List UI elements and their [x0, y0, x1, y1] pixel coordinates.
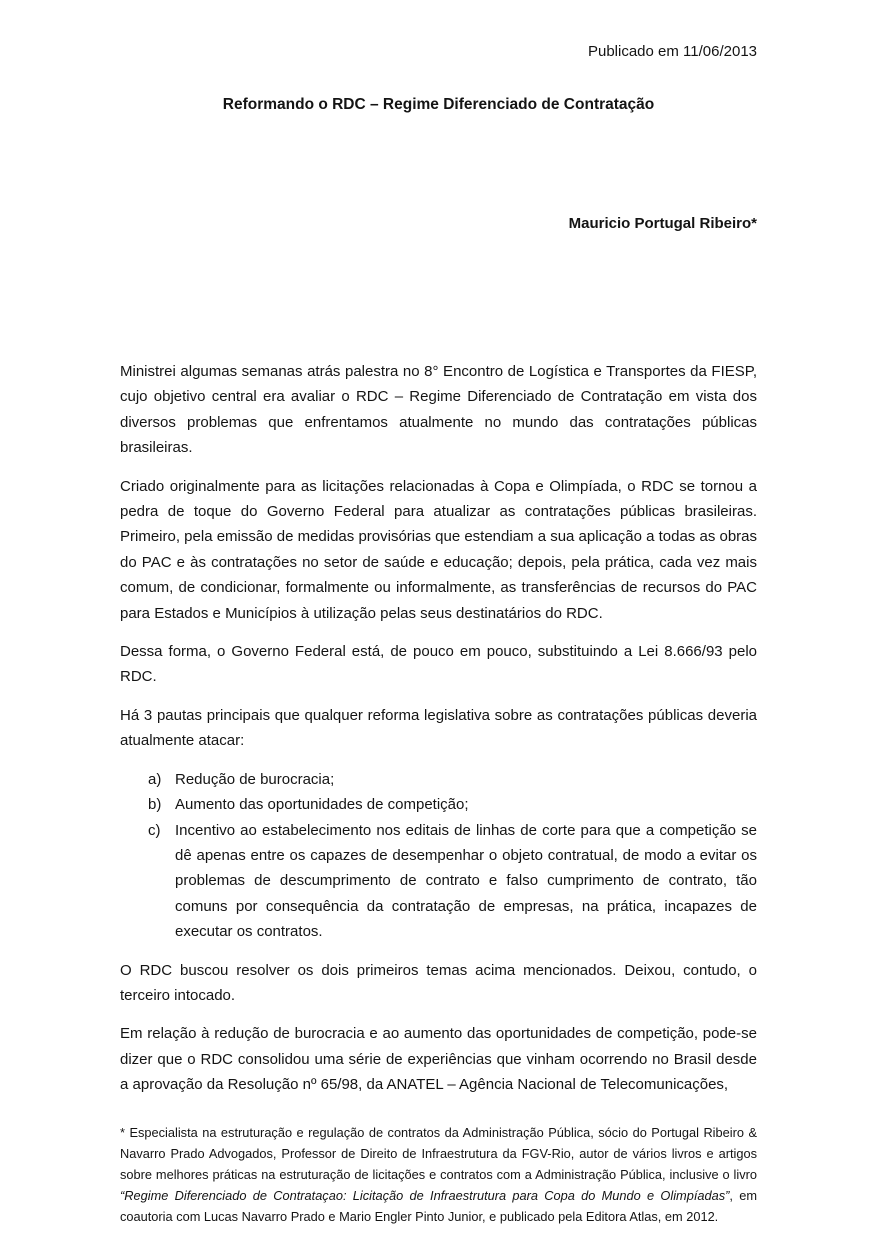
- list-marker: c): [148, 821, 161, 839]
- list-item-text: Incentivo ao estabelecimento nos editais de linhas de corte para que a competição se dê apenas entre os capazes de desempenhar o objeto contratual, de modo a evitar os problemas de descumprimento de contrato e falso cumprimento de contrato, tão comuns por consequência da contratação de empresas, na prática, incapazes de executar os contratos.: [175, 821, 757, 941]
- list-marker: a): [148, 770, 162, 788]
- list-item: [120, 767, 757, 792]
- paragraph-o-rdc-buscou: O RDC buscou resolver os dois primeiros temas acima mencionados. Deixou, contudo, o terceiro intocado.: [120, 961, 757, 1004]
- author-name: Mauricio Portugal Ribeiro*: [568, 215, 757, 232]
- document-body: [120, 359, 757, 1227]
- list-item: [120, 818, 757, 945]
- footnote-text-before: * Especialista na estruturação e regulação de contratos da Administração Pública, sócio do Portugal Ribeiro & Navarro Prado Advogados, Professor de Direito de Infraestrutura da FGV-Rio, autor de vários livros e artigos sobre melhores práticas na estruturação de licitações e contratos com a Administração Pública, inclusive o livro: [120, 1124, 757, 1182]
- footnote-book-title: “Regime Diferenciado de Contrataçao: Licitação de Infraestrutura para Copa do Mundo e Olimpíadas”: [120, 1187, 730, 1203]
- footnote: [120, 1122, 757, 1227]
- list-item: [120, 792, 757, 817]
- paragraph-ministrei: Ministrei algumas semanas atrás palestra no 8° Encontro de Logística e Transportes da FIESP, cujo objetivo central era avaliar o RDC – Regime Diferenciado de Contratação em vista dos diversos problemas que enfrentamos atualmente no mundo das contratações públicas brasileiras.: [120, 363, 757, 457]
- list-item-text: Aumento das oportunidades de competição;: [175, 796, 469, 814]
- paragraph-dessa-forma: Dessa forma, o Governo Federal está, de pouco em pouco, substituindo a Lei 8.666/93 pelo RDC.: [120, 643, 757, 686]
- published-date: Publicado em 11/06/2013: [587, 43, 757, 60]
- paragraph-em-relacao: Em relação à redução de burocracia e ao aumento das oportunidades de competição, pode-se dizer que o RDC consolidou uma série de experiências que vinham ocorrendo no Brasil desde a aprovação da Resolução nº 65/98, da ANATEL – Agência Nacional de Telecomunicações,: [120, 1025, 757, 1094]
- list-marker: b): [148, 796, 162, 814]
- footnote-text-after: , em coautoria com Lucas Navarro Prado e Mario Engler Pinto Junior, e publicado pela Editora Atlas, em 2012.: [120, 1187, 758, 1224]
- alpha-list: [120, 767, 757, 945]
- paragraph-ha-3-pautas: Há 3 pautas principais que qualquer reforma legislativa sobre as contratações públicas deveria atualmente atacar:: [120, 706, 757, 750]
- paragraph-criado: Criado originalmente para as licitações relacionadas à Copa e Olimpíada, o RDC se tornou a pedra de toque do Governo Federal para atualizar as contratações públicas brasileiras. Primeiro, pela emissão de medidas provisórias que estendiam a sua aplicação a todas as obras do PAC e às contratações no setor de saúde e educação; depois, pela prática, cada vez mais comum, de condicionar, formalmente ou informalmente, as transferências de recursos do PAC para Estados e Municípios à utilização pelas seus destinatários do RDC.: [120, 477, 758, 622]
- list-item-text: Redução de burocracia;: [175, 770, 335, 788]
- document-title: Reformando o RDC – Regime Diferenciado de Contratação: [222, 96, 655, 113]
